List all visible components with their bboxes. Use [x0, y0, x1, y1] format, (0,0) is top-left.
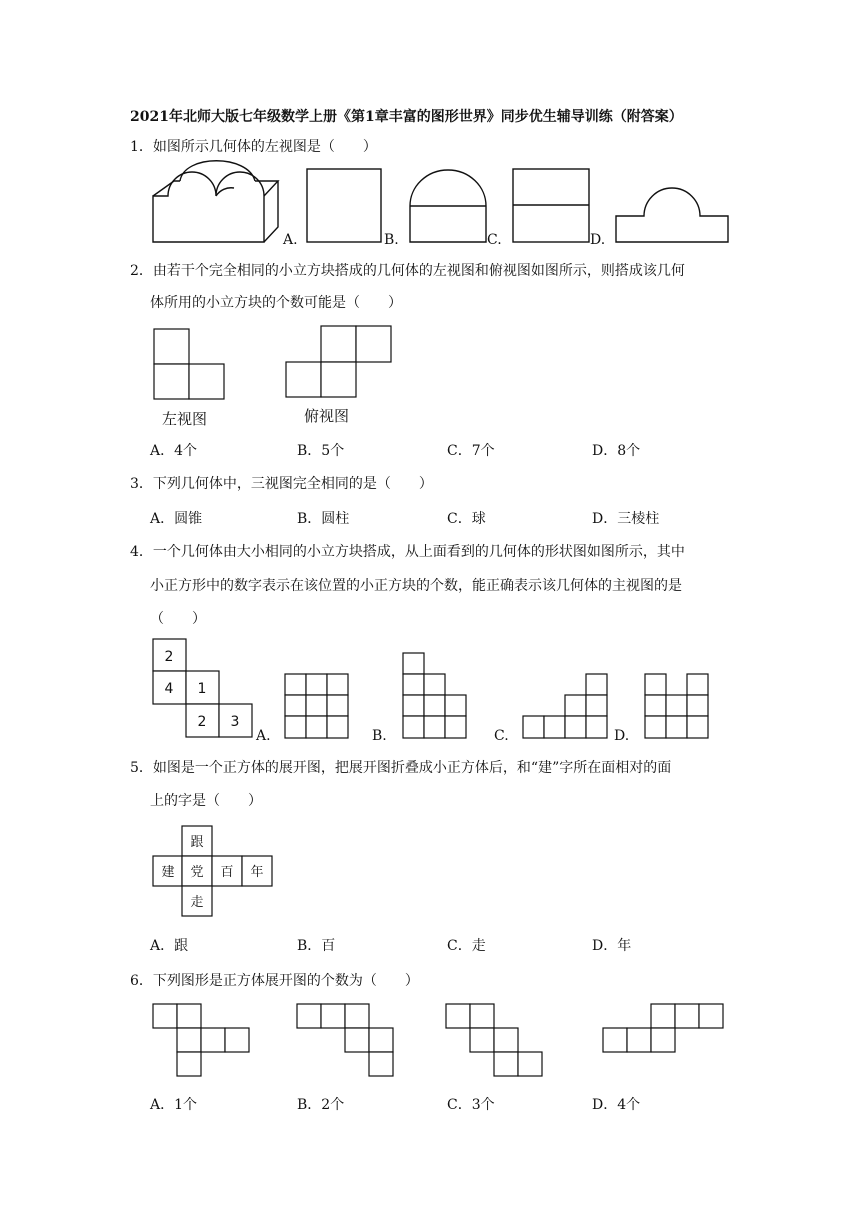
q4-option-b-label: B. [372, 728, 387, 744]
q1-option-d-second-figure [614, 184, 730, 244]
q2-top-view-figure [286, 325, 394, 399]
q6-option-d: D．4个 [592, 1097, 641, 1113]
q3-option-a: A．圆锥 [150, 511, 203, 527]
net-char: 走 [190, 895, 204, 910]
q4-stem-line1: 4．一个几何体由大小相同的小立方块搭成，从上面看到的几何体的形状图如图所示，其中 [130, 544, 685, 560]
q4-option-c-label: C. [494, 728, 509, 744]
q5-stem-line2: 上的字是（ ） [150, 793, 262, 809]
q1-option-d-figure [512, 168, 592, 244]
q2-left-view-figure [153, 328, 227, 400]
q1-option-c-figure [408, 168, 488, 244]
q5-option-d: D．年 [592, 938, 632, 954]
q3-option-b: B．圆柱 [297, 511, 350, 527]
q1-option-a-label: A. [283, 232, 298, 248]
q1-option-c-label: C. [487, 232, 502, 248]
grid-number: 4 [164, 681, 174, 697]
q2-top-view-label: 俯视图 [304, 407, 350, 425]
net-char: 建 [161, 865, 175, 880]
net-char: 党 [190, 865, 204, 880]
net-char: 年 [250, 865, 264, 880]
net-char: 跟 [190, 835, 204, 850]
q4-stem-line2: 小正方形中的数字表示在该位置的小正方块的个数，能正确表示该几何体的主视图的是 [150, 578, 682, 594]
q2-option-a: A．4个 [150, 443, 198, 459]
q1-option-b-figure [306, 168, 384, 244]
q3-option-c: C．球 [447, 511, 486, 527]
q2-option-c: C．7个 [447, 443, 495, 459]
q4-option-a-figure [284, 673, 350, 741]
q6-net-figure-3 [445, 1003, 545, 1079]
q4-option-b-figure [402, 652, 468, 742]
q2-left-view-label: 左视图 [162, 410, 208, 428]
q5-stem-line1: 5．如图是一个正方体的展开图，把展开图折叠成小正方体后，和“建”字所在面相对的面 [130, 760, 672, 776]
q1-option-d-label: D. [590, 232, 606, 248]
q5-option-a: A．跟 [150, 938, 189, 954]
grid-number: 2 [164, 649, 174, 665]
q4-option-a-label: A. [256, 728, 271, 744]
q4-option-c-figure [522, 673, 610, 741]
q6-net-figure-2 [296, 1003, 396, 1079]
q1-option-b-label: B. [384, 232, 399, 248]
q6-option-c: C．3个 [447, 1097, 495, 1113]
q5-cube-net [152, 825, 274, 917]
grid-number: 1 [197, 681, 207, 697]
q4-top-view-grid [152, 638, 256, 738]
q5-option-c: C．走 [447, 938, 486, 954]
q1-solid-figure [150, 158, 280, 244]
q2-stem-line2: 体所用的小立方块的个数可能是（ ） [150, 295, 402, 311]
q6-option-a: A．1个 [150, 1097, 198, 1113]
q5-option-b: B．百 [297, 938, 336, 954]
q6-option-b: B．2个 [297, 1097, 345, 1113]
q4-option-d-figure [644, 673, 710, 741]
net-char: 百 [220, 865, 234, 880]
q6-stem: 6．下列图形是正方体展开图的个数为（ ） [130, 973, 419, 989]
grid-number: 3 [230, 714, 240, 730]
q2-option-b: B．5个 [297, 443, 345, 459]
q4-option-d-label: D. [614, 728, 630, 744]
q4-stem-line3: （ ） [150, 611, 206, 627]
document-title: 2021年北师大版七年级数学上册《第1章丰富的图形世界》同步优生辅导训练（附答案） [130, 109, 683, 125]
q6-net-figure-4 [602, 1003, 726, 1055]
q1-stem: 1．如图所示几何体的左视图是（ ） [130, 139, 377, 155]
q2-option-d: D．8个 [592, 443, 641, 459]
q3-stem: 3．下列几何体中，三视图完全相同的是（ ） [130, 476, 433, 492]
grid-number: 2 [197, 714, 207, 730]
q6-net-figure-1 [152, 1003, 252, 1079]
q2-stem-line1: 2．由若干个完全相同的小立方块搭成的几何体的左视图和俯视图如图所示，则搭成该几何 [130, 263, 685, 279]
q3-option-d: D．三棱柱 [592, 511, 660, 527]
